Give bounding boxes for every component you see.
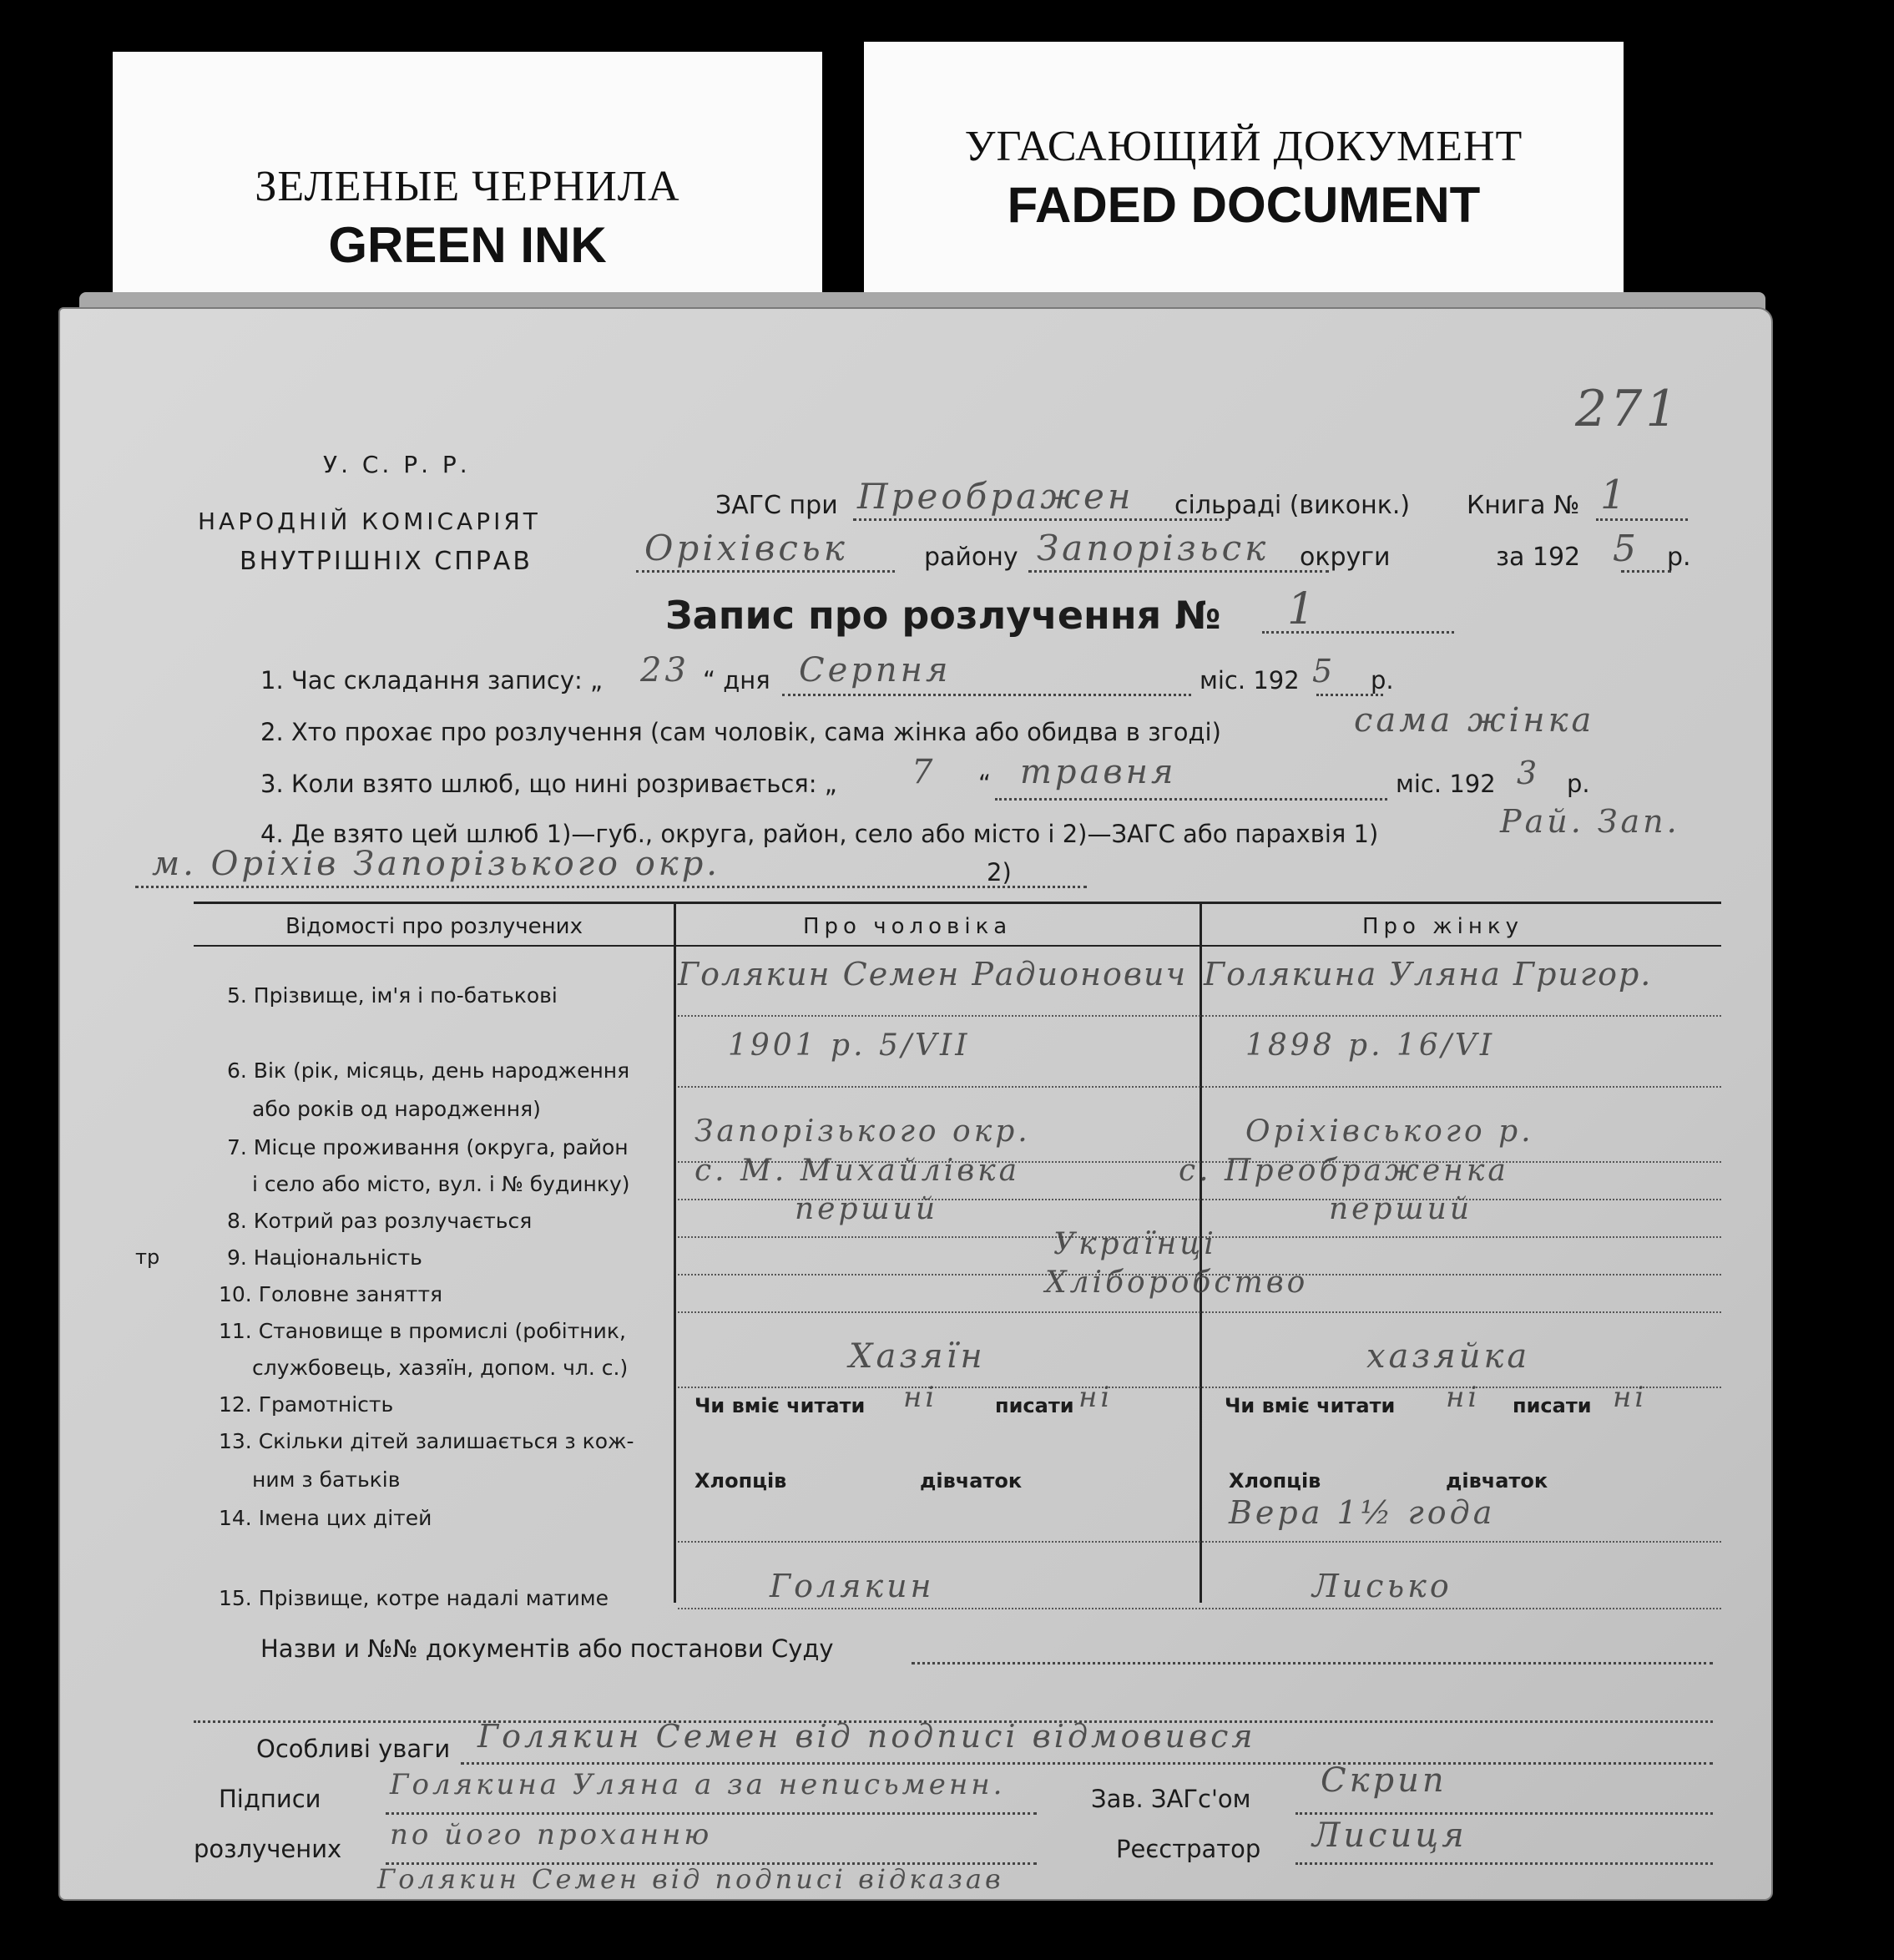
- row-line: [678, 1085, 1721, 1088]
- faded-document-label-en: FADED DOCUMENT: [1007, 177, 1481, 233]
- item-3-label: 3. Коли взято шлюб, що нині розривається: „: [260, 770, 837, 798]
- book-label: Книга №: [1467, 491, 1580, 520]
- table-header-border: [194, 945, 1721, 947]
- green-ink-label-card: [113, 52, 822, 319]
- page-number: 271: [1575, 380, 1681, 438]
- wife-residence-handwritten: Оріхівського р.: [1245, 1114, 1534, 1149]
- item-4-label: 4. Де взято цей шлюб 1)—губ., округа, район, село або місто і 2)—ЗАГС або парахвія 1): [260, 820, 1379, 848]
- year-suffix: р.: [1667, 543, 1691, 572]
- village-field-line: [853, 518, 1229, 521]
- notes-line: [461, 1761, 1713, 1765]
- item-1-year-handwritten: 5: [1312, 653, 1336, 690]
- faded-document-label-ru: УГАСАЮЩИЙ ДОКУМЕНТ: [964, 123, 1523, 170]
- wife-position-handwritten: хазяйка: [1366, 1337, 1531, 1376]
- husband-birth-handwritten: 1901 р. 5/VII: [728, 1028, 971, 1063]
- table-top-border: [194, 902, 1721, 904]
- item-1-day-handwritten: 23: [640, 651, 689, 690]
- signatures-label-2: розлучених: [194, 1835, 342, 1863]
- wife-can-read-label: Чи вміє читати: [1225, 1394, 1396, 1417]
- husband-future-surname-handwritten: Голякин: [770, 1568, 935, 1604]
- notes-handwritten: Голякин Семен від подписі відмовився: [477, 1718, 1256, 1755]
- signature-line-1-handwritten: Голякина Уляна а за неписьменн.: [390, 1768, 1006, 1801]
- signature-line-2-handwritten: по його проханню: [390, 1818, 713, 1851]
- item-3-month-line: [995, 797, 1387, 801]
- item-3-year-handwritten: 3: [1517, 755, 1541, 791]
- item-4-part-2: 2): [987, 858, 1012, 887]
- row-line: [678, 1607, 1721, 1609]
- occupation-handwritten: Хліборобство: [1045, 1265, 1309, 1300]
- item-2-value-handwritten: сама жінка: [1354, 701, 1595, 740]
- item-1-month-handwritten: Серпня: [799, 651, 952, 690]
- item-1-r: р.: [1371, 666, 1394, 695]
- zags-prefix: ЗАГС при: [715, 491, 838, 520]
- item-1-label: 1. Час складання запису: „: [260, 666, 603, 695]
- husband-can-read-label: Чи вміє читати: [694, 1394, 866, 1417]
- notes-label: Особливі уваги: [256, 1735, 451, 1763]
- row-5-label: 5. Прізвище, ім'я і по-батькові: [227, 983, 558, 1008]
- wife-can-write-label: писати: [1513, 1394, 1592, 1417]
- husband-write-handwritten: ні: [1078, 1381, 1114, 1414]
- row-7-label-cont: і село або місто, вул. і № будинку): [252, 1172, 630, 1196]
- husband-can-write-label: писати: [995, 1394, 1074, 1417]
- children-names-handwritten: Вера 1½ года: [1229, 1494, 1496, 1531]
- table-divider-1: [674, 902, 676, 1603]
- item-1-mis: міс. 192: [1200, 666, 1300, 695]
- district-handwritten: Оріхівськ: [644, 528, 848, 568]
- year-field-line: [1621, 569, 1671, 573]
- record-number-handwritten: 1: [1287, 584, 1319, 634]
- row-line: [678, 1014, 1721, 1017]
- item-2-label: 2. Хто прохає про розлучення (сам чоловік, сама жінка або обидва в згоді): [260, 718, 1221, 746]
- row-line: [678, 1540, 1721, 1543]
- row-8-label: 8. Котрий раз розлучається: [227, 1209, 533, 1233]
- court-docs-line: [912, 1661, 1713, 1664]
- rayon-label: району: [924, 543, 1018, 572]
- okrug-field-line: [1028, 569, 1329, 573]
- husband-name-handwritten: Голякин Семен Радионович: [678, 956, 1188, 993]
- zags-head-line: [1295, 1811, 1713, 1815]
- village-handwritten: Преображен: [857, 476, 1134, 517]
- item-3-r: р.: [1567, 770, 1590, 798]
- year-prefix: за 192: [1496, 543, 1581, 572]
- row-6-label-cont: або років од народження): [252, 1097, 541, 1121]
- nationality-handwritten: Українці: [1053, 1227, 1217, 1261]
- item-4-continuation-handwritten: м. Оріхів Запорізького окр.: [152, 845, 721, 883]
- year-handwritten: 5: [1613, 528, 1639, 570]
- item-4-value-handwritten: Рай. Зап.: [1500, 803, 1680, 840]
- row-10-label: 10. Головне заняття: [219, 1282, 443, 1306]
- signature-line-2: [386, 1861, 1037, 1865]
- row-6-label: 6. Вік (рік, місяць, день народження: [227, 1058, 630, 1083]
- item-4-continuation-line: [135, 885, 1087, 888]
- zags-head-signature: Скрип: [1321, 1761, 1447, 1800]
- column-header-info: Відомості про розлучених: [285, 914, 583, 939]
- wife-name-handwritten: Голякина Уляна Григор.: [1204, 956, 1653, 993]
- faded-document-label-card: [864, 42, 1624, 309]
- signature-line-3-handwritten: Голякин Семен від подписі відказав: [377, 1863, 1004, 1895]
- book-number-handwritten: 1: [1600, 472, 1629, 518]
- husband-boys-label: Хлопців: [694, 1469, 787, 1493]
- signature-line-1: [386, 1811, 1037, 1815]
- row-12-label: 12. Грамотність: [219, 1392, 394, 1417]
- court-docs-label: Назви и №№ документів або постанови Суду: [260, 1634, 834, 1663]
- wife-divorce-count-handwritten: перший: [1329, 1192, 1473, 1226]
- republic-abbr: У. С. Р. Р.: [323, 451, 471, 478]
- okrug-handwritten: Запорізьск: [1037, 528, 1270, 568]
- registrar-label: Реєстратор: [1116, 1835, 1261, 1863]
- wife-address-handwritten: с. Преображенка: [1179, 1154, 1509, 1188]
- commissariat-line-1: НАРОДНІЙ КОМІСАРІЯТ: [198, 508, 541, 535]
- zags-head-label: Зав. ЗАГс'ом: [1091, 1785, 1251, 1813]
- row-13-label: 13. Скільки дітей залишається з кож-: [219, 1429, 634, 1453]
- item-3-mis: міс. 192: [1396, 770, 1496, 798]
- green-ink-label-ru: ЗЕЛЕНЫЕ ЧЕРНИЛА: [255, 163, 680, 210]
- selrada-label: сільраді (виконк.): [1174, 491, 1411, 520]
- husband-read-handwritten: ні: [903, 1381, 938, 1414]
- commissariat-line-2: ВНУТРІШНІХ СПРАВ: [240, 547, 533, 576]
- wife-girls-label: дівчаток: [1446, 1469, 1548, 1493]
- husband-divorce-count-handwritten: перший: [795, 1192, 939, 1226]
- row-line: [678, 1311, 1721, 1313]
- husband-position-handwritten: Хазяїн: [849, 1337, 986, 1376]
- margin-mark: тр: [135, 1245, 160, 1269]
- wife-boys-label: Хлопців: [1229, 1469, 1321, 1493]
- item-3-month-handwritten: травня: [1020, 753, 1177, 791]
- row-9-label: 9. Національність: [227, 1245, 422, 1270]
- wife-write-handwritten: ні: [1613, 1381, 1648, 1414]
- green-ink-label-en: GREEN INK: [328, 217, 607, 273]
- column-header-wife: Про жінку: [1362, 914, 1523, 939]
- divorce-record-page: [58, 307, 1773, 1901]
- wife-read-handwritten: ні: [1446, 1381, 1481, 1414]
- husband-girls-label: дівчаток: [920, 1469, 1023, 1493]
- district-field-line: [636, 569, 895, 573]
- row-7-label: 7. Місце проживання (округа, район: [227, 1135, 629, 1159]
- row-11-label-cont: службовець, хазяїн, допом. чл. с.): [252, 1356, 629, 1380]
- row-line: [678, 1386, 1721, 1388]
- row-15-label: 15. Прізвище, котре надалі матиме: [219, 1586, 609, 1610]
- husband-address-handwritten: с. М. Михайлівка: [694, 1154, 1021, 1188]
- signatures-label-1: Підписи: [219, 1785, 321, 1813]
- row-14-label: 14. Імена цих дітей: [219, 1506, 432, 1530]
- column-header-husband: Про чоловіка: [803, 914, 1013, 939]
- row-11-label: 11. Становище в промислі (робітник,: [219, 1319, 626, 1343]
- registrar-line: [1295, 1861, 1713, 1865]
- item-3-day-handwritten: 7: [912, 753, 937, 791]
- registrar-signature: Лисиця: [1312, 1816, 1467, 1855]
- row-13-label-cont: ним з батьків: [252, 1467, 401, 1492]
- husband-residence-handwritten: Запорізького окр.: [694, 1114, 1031, 1149]
- wife-birth-handwritten: 1898 р. 16/VI: [1245, 1028, 1496, 1063]
- okrugy-label: округи: [1300, 543, 1391, 572]
- item-1-month-line: [782, 693, 1191, 696]
- item-1-day-suffix: “ дня: [703, 666, 770, 695]
- wife-future-surname-handwritten: Лисько: [1312, 1568, 1452, 1604]
- record-title: Запис про розлучення №: [665, 593, 1221, 638]
- item-3-day-suffix: “: [978, 770, 992, 798]
